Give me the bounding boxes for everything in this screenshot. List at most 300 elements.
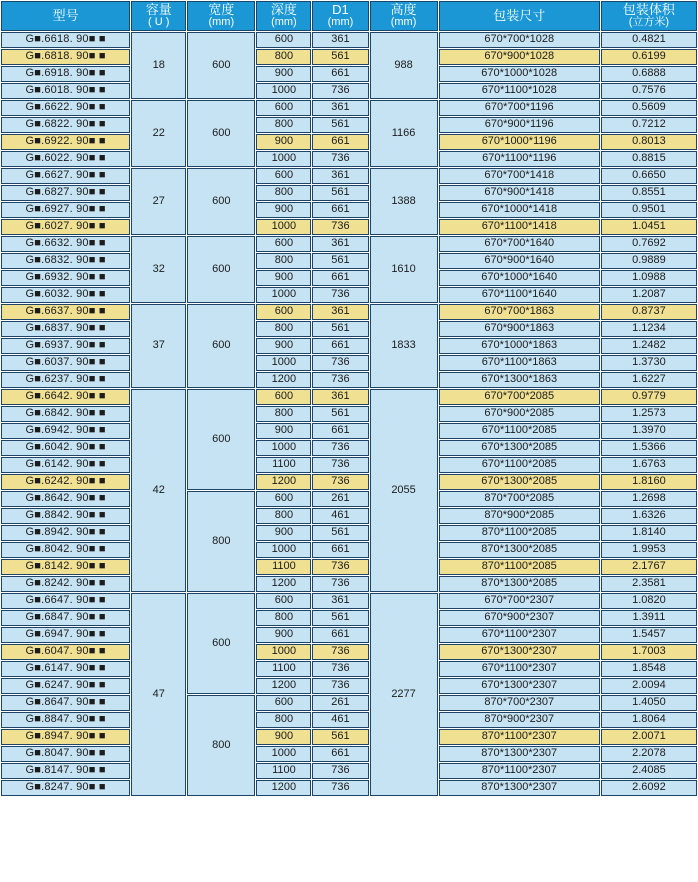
package-volume-cell: 2.2078 bbox=[601, 746, 697, 762]
model-cell: G■.6947. 90■ ■ bbox=[1, 627, 130, 643]
model-cell: G■.6827. 90■ ■ bbox=[1, 185, 130, 201]
depth-cell: 800 bbox=[256, 117, 311, 133]
model-cell: G■.6237. 90■ ■ bbox=[1, 372, 130, 388]
package-volume-cell: 0.8013 bbox=[601, 134, 697, 150]
d1-cell: 561 bbox=[312, 321, 368, 337]
package-size-cell: 670*1000*1863 bbox=[439, 338, 600, 354]
col-header-sub: (立方米) bbox=[628, 16, 670, 29]
table-row bbox=[1, 253, 697, 269]
d1-cell: 736 bbox=[312, 576, 368, 592]
spec-table-header bbox=[1, 1, 697, 31]
table-row bbox=[1, 712, 697, 728]
depth-cell: 1000 bbox=[256, 440, 311, 456]
width-cell: 600 bbox=[187, 32, 255, 99]
table-row bbox=[1, 219, 697, 235]
model-cell: G■.8047. 90■ ■ bbox=[1, 746, 130, 762]
depth-cell: 1000 bbox=[256, 644, 311, 660]
d1-cell: 661 bbox=[312, 338, 368, 354]
height-cell: 2277 bbox=[370, 593, 438, 796]
package-volume-cell: 1.8140 bbox=[601, 525, 697, 541]
depth-cell: 1000 bbox=[256, 219, 311, 235]
table-row bbox=[1, 474, 697, 490]
depth-cell: 900 bbox=[256, 270, 311, 286]
model-cell: G■.8847. 90■ ■ bbox=[1, 712, 130, 728]
model-cell: G■.8947. 90■ ■ bbox=[1, 729, 130, 745]
package-volume-cell: 0.6650 bbox=[601, 168, 697, 184]
package-volume-cell: 1.4050 bbox=[601, 695, 697, 711]
col-header-sub: (mm) bbox=[327, 16, 354, 29]
package-volume-cell: 2.0094 bbox=[601, 678, 697, 694]
model-cell: G■.6632. 90■ ■ bbox=[1, 236, 130, 252]
col-header-label: 包装体积 bbox=[622, 2, 675, 17]
package-size-cell: 670*700*2307 bbox=[439, 593, 600, 609]
d1-cell: 561 bbox=[312, 406, 368, 422]
height-cell: 1166 bbox=[370, 100, 438, 167]
package-size-cell: 670*900*1196 bbox=[439, 117, 600, 133]
model-cell: G■.8242. 90■ ■ bbox=[1, 576, 130, 592]
package-volume-cell: 1.8064 bbox=[601, 712, 697, 728]
table-row bbox=[1, 729, 697, 745]
package-size-cell: 870*1100*2307 bbox=[439, 729, 600, 745]
package-size-cell: 670*1000*1640 bbox=[439, 270, 600, 286]
model-cell: G■.8642. 90■ ■ bbox=[1, 491, 130, 507]
table-row bbox=[1, 576, 697, 592]
model-cell: G■.6818. 90■ ■ bbox=[1, 49, 130, 65]
package-volume-cell: 1.3730 bbox=[601, 355, 697, 371]
width-cell: 600 bbox=[187, 100, 255, 167]
d1-cell: 361 bbox=[312, 168, 368, 184]
depth-cell: 1200 bbox=[256, 576, 311, 592]
depth-cell: 900 bbox=[256, 202, 311, 218]
d1-cell: 561 bbox=[312, 49, 368, 65]
package-size-cell: 870*700*2307 bbox=[439, 695, 600, 711]
spec-table-body bbox=[1, 32, 697, 796]
capacity-cell: 37 bbox=[131, 304, 186, 388]
package-size-cell: 670*1100*2307 bbox=[439, 627, 600, 643]
package-size-cell: 670*1300*2085 bbox=[439, 440, 600, 456]
d1-cell: 736 bbox=[312, 440, 368, 456]
package-volume-cell: 0.6888 bbox=[601, 66, 697, 82]
table-row bbox=[1, 236, 697, 252]
d1-cell: 736 bbox=[312, 474, 368, 490]
col-header-d1 bbox=[312, 1, 368, 31]
d1-cell: 736 bbox=[312, 559, 368, 575]
depth-cell: 600 bbox=[256, 100, 311, 116]
col-header-label: 高度 bbox=[390, 2, 417, 17]
package-volume-cell: 1.7003 bbox=[601, 644, 697, 660]
package-size-cell: 670*1000*1418 bbox=[439, 202, 600, 218]
package-size-cell: 870*900*2085 bbox=[439, 508, 600, 524]
package-volume-cell: 0.7212 bbox=[601, 117, 697, 133]
model-cell: G■.6842. 90■ ■ bbox=[1, 406, 130, 422]
table-row bbox=[1, 627, 697, 643]
d1-cell: 461 bbox=[312, 508, 368, 524]
col-header-sub: (mm) bbox=[271, 16, 297, 29]
table-row bbox=[1, 134, 697, 150]
depth-cell: 800 bbox=[256, 49, 311, 65]
depth-cell: 1000 bbox=[256, 83, 311, 99]
table-row bbox=[1, 304, 697, 320]
table-row bbox=[1, 372, 697, 388]
d1-cell: 736 bbox=[312, 287, 368, 303]
model-cell: G■.6627. 90■ ■ bbox=[1, 168, 130, 184]
depth-cell: 900 bbox=[256, 525, 311, 541]
table-row bbox=[1, 661, 697, 677]
d1-cell: 736 bbox=[312, 372, 368, 388]
depth-cell: 800 bbox=[256, 321, 311, 337]
depth-cell: 1100 bbox=[256, 661, 311, 677]
model-cell: G■.6832. 90■ ■ bbox=[1, 253, 130, 269]
table-row bbox=[1, 491, 697, 507]
package-size-cell: 670*900*2085 bbox=[439, 406, 600, 422]
model-cell: G■.6837. 90■ ■ bbox=[1, 321, 130, 337]
package-size-cell: 670*1100*1028 bbox=[439, 83, 600, 99]
col-header-label: 宽度 bbox=[208, 2, 235, 17]
model-cell: G■.6142. 90■ ■ bbox=[1, 457, 130, 473]
model-cell: G■.6032. 90■ ■ bbox=[1, 287, 130, 303]
col-header-package-size bbox=[439, 1, 600, 31]
d1-cell: 661 bbox=[312, 270, 368, 286]
d1-cell: 736 bbox=[312, 355, 368, 371]
package-volume-cell: 2.6092 bbox=[601, 780, 697, 796]
package-volume-cell: 1.0988 bbox=[601, 270, 697, 286]
package-size-cell: 670*1300*2307 bbox=[439, 678, 600, 694]
d1-cell: 361 bbox=[312, 593, 368, 609]
package-size-cell: 870*1100*2307 bbox=[439, 763, 600, 779]
package-size-cell: 670*1000*1196 bbox=[439, 134, 600, 150]
model-cell: G■.6242. 90■ ■ bbox=[1, 474, 130, 490]
package-size-cell: 870*1100*2085 bbox=[439, 559, 600, 575]
package-size-cell: 870*1300*2085 bbox=[439, 542, 600, 558]
depth-cell: 800 bbox=[256, 185, 311, 201]
table-row bbox=[1, 763, 697, 779]
table-row bbox=[1, 525, 697, 541]
width-cell: 800 bbox=[187, 695, 255, 796]
capacity-cell: 18 bbox=[131, 32, 186, 99]
width-cell: 600 bbox=[187, 236, 255, 303]
package-volume-cell: 1.6227 bbox=[601, 372, 697, 388]
package-volume-cell: 1.8160 bbox=[601, 474, 697, 490]
col-header-model bbox=[1, 1, 130, 31]
package-volume-cell: 1.0820 bbox=[601, 593, 697, 609]
depth-cell: 900 bbox=[256, 423, 311, 439]
model-cell: G■.6027. 90■ ■ bbox=[1, 219, 130, 235]
height-cell: 1388 bbox=[370, 168, 438, 235]
capacity-cell: 42 bbox=[131, 389, 186, 592]
d1-cell: 661 bbox=[312, 66, 368, 82]
package-size-cell: 670*1100*1640 bbox=[439, 287, 600, 303]
d1-cell: 736 bbox=[312, 763, 368, 779]
header-row bbox=[1, 1, 697, 31]
package-volume-cell: 1.3911 bbox=[601, 610, 697, 626]
package-size-cell: 670*900*1863 bbox=[439, 321, 600, 337]
depth-cell: 1200 bbox=[256, 474, 311, 490]
d1-cell: 736 bbox=[312, 678, 368, 694]
col-header-label: 型号 bbox=[52, 7, 79, 23]
height-cell: 1610 bbox=[370, 236, 438, 303]
package-volume-cell: 0.6199 bbox=[601, 49, 697, 65]
model-cell: G■.6927. 90■ ■ bbox=[1, 202, 130, 218]
package-volume-cell: 0.5609 bbox=[601, 100, 697, 116]
col-header-label: D1 bbox=[332, 2, 349, 17]
model-cell: G■.6932. 90■ ■ bbox=[1, 270, 130, 286]
package-size-cell: 870*1300*2307 bbox=[439, 746, 600, 762]
package-volume-cell: 1.0451 bbox=[601, 219, 697, 235]
depth-cell: 1000 bbox=[256, 746, 311, 762]
depth-cell: 600 bbox=[256, 389, 311, 405]
depth-cell: 800 bbox=[256, 406, 311, 422]
d1-cell: 461 bbox=[312, 712, 368, 728]
package-size-cell: 670*900*1028 bbox=[439, 49, 600, 65]
depth-cell: 600 bbox=[256, 236, 311, 252]
col-header-height bbox=[370, 1, 438, 31]
depth-cell: 800 bbox=[256, 508, 311, 524]
table-row bbox=[1, 185, 697, 201]
table-row bbox=[1, 746, 697, 762]
capacity-cell: 47 bbox=[131, 593, 186, 796]
table-row bbox=[1, 83, 697, 99]
package-size-cell: 670*1300*1863 bbox=[439, 372, 600, 388]
d1-cell: 561 bbox=[312, 117, 368, 133]
package-size-cell: 670*700*1196 bbox=[439, 100, 600, 116]
model-cell: G■.6042. 90■ ■ bbox=[1, 440, 130, 456]
package-size-cell: 670*1300*2085 bbox=[439, 474, 600, 490]
package-volume-cell: 0.9889 bbox=[601, 253, 697, 269]
table-row bbox=[1, 542, 697, 558]
package-volume-cell: 1.5366 bbox=[601, 440, 697, 456]
package-volume-cell: 1.2087 bbox=[601, 287, 697, 303]
package-size-cell: 670*700*1418 bbox=[439, 168, 600, 184]
d1-cell: 661 bbox=[312, 423, 368, 439]
table-row bbox=[1, 644, 697, 660]
package-volume-cell: 0.8737 bbox=[601, 304, 697, 320]
model-cell: G■.8247. 90■ ■ bbox=[1, 780, 130, 796]
d1-cell: 361 bbox=[312, 100, 368, 116]
d1-cell: 736 bbox=[312, 661, 368, 677]
col-header-label: 容量 bbox=[145, 2, 172, 17]
d1-cell: 561 bbox=[312, 185, 368, 201]
table-row bbox=[1, 389, 697, 405]
depth-cell: 900 bbox=[256, 627, 311, 643]
col-header-label: 深度 bbox=[270, 2, 297, 17]
model-cell: G■.6247. 90■ ■ bbox=[1, 678, 130, 694]
model-cell: G■.6937. 90■ ■ bbox=[1, 338, 130, 354]
table-row bbox=[1, 508, 697, 524]
table-row bbox=[1, 423, 697, 439]
model-cell: G■.6942. 90■ ■ bbox=[1, 423, 130, 439]
package-volume-cell: 1.1234 bbox=[601, 321, 697, 337]
d1-cell: 736 bbox=[312, 83, 368, 99]
package-size-cell: 670*700*2085 bbox=[439, 389, 600, 405]
col-header-label: 包装尺寸 bbox=[493, 7, 546, 23]
package-volume-cell: 2.4085 bbox=[601, 763, 697, 779]
col-header-sub: ( U ) bbox=[148, 16, 170, 29]
depth-cell: 900 bbox=[256, 134, 311, 150]
depth-cell: 600 bbox=[256, 593, 311, 609]
package-size-cell: 870*1100*2085 bbox=[439, 525, 600, 541]
capacity-cell: 22 bbox=[131, 100, 186, 167]
depth-cell: 800 bbox=[256, 610, 311, 626]
package-volume-cell: 1.5457 bbox=[601, 627, 697, 643]
depth-cell: 600 bbox=[256, 168, 311, 184]
width-cell: 600 bbox=[187, 593, 255, 694]
width-cell: 800 bbox=[187, 491, 255, 592]
package-size-cell: 670*700*1863 bbox=[439, 304, 600, 320]
package-volume-cell: 1.3970 bbox=[601, 423, 697, 439]
table-row bbox=[1, 593, 697, 609]
height-cell: 2055 bbox=[370, 389, 438, 592]
package-size-cell: 670*1000*1028 bbox=[439, 66, 600, 82]
table-row bbox=[1, 695, 697, 711]
model-cell: G■.8042. 90■ ■ bbox=[1, 542, 130, 558]
package-volume-cell: 0.9501 bbox=[601, 202, 697, 218]
package-volume-cell: 1.6763 bbox=[601, 457, 697, 473]
table-row bbox=[1, 32, 697, 48]
model-cell: G■.8942. 90■ ■ bbox=[1, 525, 130, 541]
d1-cell: 661 bbox=[312, 134, 368, 150]
depth-cell: 1200 bbox=[256, 372, 311, 388]
package-size-cell: 670*900*1640 bbox=[439, 253, 600, 269]
package-size-cell: 670*1100*2085 bbox=[439, 457, 600, 473]
depth-cell: 1100 bbox=[256, 559, 311, 575]
depth-cell: 1000 bbox=[256, 355, 311, 371]
depth-cell: 1200 bbox=[256, 678, 311, 694]
depth-cell: 1000 bbox=[256, 287, 311, 303]
depth-cell: 900 bbox=[256, 338, 311, 354]
model-cell: G■.8147. 90■ ■ bbox=[1, 763, 130, 779]
package-size-cell: 870*900*2307 bbox=[439, 712, 600, 728]
model-cell: G■.6037. 90■ ■ bbox=[1, 355, 130, 371]
package-size-cell: 870*1300*2307 bbox=[439, 780, 600, 796]
d1-cell: 736 bbox=[312, 219, 368, 235]
package-volume-cell: 0.9779 bbox=[601, 389, 697, 405]
package-size-cell: 670*1300*2307 bbox=[439, 644, 600, 660]
d1-cell: 261 bbox=[312, 491, 368, 507]
package-volume-cell: 2.3581 bbox=[601, 576, 697, 592]
package-volume-cell: 1.8548 bbox=[601, 661, 697, 677]
depth-cell: 600 bbox=[256, 304, 311, 320]
package-size-cell: 670*1100*1863 bbox=[439, 355, 600, 371]
d1-cell: 561 bbox=[312, 525, 368, 541]
capacity-cell: 32 bbox=[131, 236, 186, 303]
table-row bbox=[1, 117, 697, 133]
model-cell: G■.6047. 90■ ■ bbox=[1, 644, 130, 660]
package-size-cell: 870*700*2085 bbox=[439, 491, 600, 507]
depth-cell: 900 bbox=[256, 66, 311, 82]
package-volume-cell: 2.0071 bbox=[601, 729, 697, 745]
model-cell: G■.6642. 90■ ■ bbox=[1, 389, 130, 405]
d1-cell: 661 bbox=[312, 627, 368, 643]
d1-cell: 736 bbox=[312, 644, 368, 660]
d1-cell: 561 bbox=[312, 253, 368, 269]
package-size-cell: 670*700*1640 bbox=[439, 236, 600, 252]
depth-cell: 900 bbox=[256, 729, 311, 745]
package-size-cell: 670*1100*1418 bbox=[439, 219, 600, 235]
col-header-sub: (mm) bbox=[390, 16, 417, 29]
col-header-width bbox=[187, 1, 255, 31]
d1-cell: 661 bbox=[312, 746, 368, 762]
table-row bbox=[1, 49, 697, 65]
depth-cell: 1000 bbox=[256, 542, 311, 558]
package-size-cell: 670*900*1418 bbox=[439, 185, 600, 201]
model-cell: G■.6147. 90■ ■ bbox=[1, 661, 130, 677]
d1-cell: 561 bbox=[312, 729, 368, 745]
package-volume-cell: 1.2698 bbox=[601, 491, 697, 507]
depth-cell: 1100 bbox=[256, 457, 311, 473]
model-cell: G■.6847. 90■ ■ bbox=[1, 610, 130, 626]
package-size-cell: 670*700*1028 bbox=[439, 32, 600, 48]
table-row bbox=[1, 355, 697, 371]
depth-cell: 600 bbox=[256, 32, 311, 48]
table-row bbox=[1, 338, 697, 354]
table-row bbox=[1, 780, 697, 796]
table-row bbox=[1, 457, 697, 473]
table-row bbox=[1, 610, 697, 626]
d1-cell: 736 bbox=[312, 780, 368, 796]
model-cell: G■.6918. 90■ ■ bbox=[1, 66, 130, 82]
table-row bbox=[1, 100, 697, 116]
package-size-cell: 670*1100*2085 bbox=[439, 423, 600, 439]
height-cell: 1833 bbox=[370, 304, 438, 388]
table-row bbox=[1, 66, 697, 82]
depth-cell: 800 bbox=[256, 253, 311, 269]
package-size-cell: 670*900*2307 bbox=[439, 610, 600, 626]
package-volume-cell: 2.1767 bbox=[601, 559, 697, 575]
depth-cell: 1000 bbox=[256, 151, 311, 167]
d1-cell: 361 bbox=[312, 304, 368, 320]
package-volume-cell: 1.2482 bbox=[601, 338, 697, 354]
table-row bbox=[1, 287, 697, 303]
package-size-cell: 870*1300*2085 bbox=[439, 576, 600, 592]
table-row bbox=[1, 440, 697, 456]
model-cell: G■.6622. 90■ ■ bbox=[1, 100, 130, 116]
table-row bbox=[1, 321, 697, 337]
d1-cell: 361 bbox=[312, 32, 368, 48]
capacity-cell: 27 bbox=[131, 168, 186, 235]
table-row bbox=[1, 202, 697, 218]
package-volume-cell: 0.7692 bbox=[601, 236, 697, 252]
width-cell: 600 bbox=[187, 304, 255, 388]
model-cell: G■.8647. 90■ ■ bbox=[1, 695, 130, 711]
model-cell: G■.6922. 90■ ■ bbox=[1, 134, 130, 150]
table-row bbox=[1, 678, 697, 694]
d1-cell: 561 bbox=[312, 610, 368, 626]
d1-cell: 361 bbox=[312, 389, 368, 405]
depth-cell: 1100 bbox=[256, 763, 311, 779]
depth-cell: 1200 bbox=[256, 780, 311, 796]
package-volume-cell: 1.2573 bbox=[601, 406, 697, 422]
package-volume-cell: 0.8815 bbox=[601, 151, 697, 167]
model-cell: G■.6018. 90■ ■ bbox=[1, 83, 130, 99]
table-row bbox=[1, 559, 697, 575]
col-header-depth bbox=[256, 1, 311, 31]
d1-cell: 361 bbox=[312, 236, 368, 252]
d1-cell: 261 bbox=[312, 695, 368, 711]
depth-cell: 600 bbox=[256, 695, 311, 711]
package-volume-cell: 1.9953 bbox=[601, 542, 697, 558]
table-row bbox=[1, 151, 697, 167]
table-row bbox=[1, 270, 697, 286]
package-volume-cell: 0.7576 bbox=[601, 83, 697, 99]
col-header-capacity bbox=[131, 1, 186, 31]
package-size-cell: 670*1100*2307 bbox=[439, 661, 600, 677]
table-row bbox=[1, 168, 697, 184]
depth-cell: 800 bbox=[256, 712, 311, 728]
package-size-cell: 670*1100*1196 bbox=[439, 151, 600, 167]
package-volume-cell: 0.8551 bbox=[601, 185, 697, 201]
d1-cell: 736 bbox=[312, 457, 368, 473]
d1-cell: 661 bbox=[312, 542, 368, 558]
